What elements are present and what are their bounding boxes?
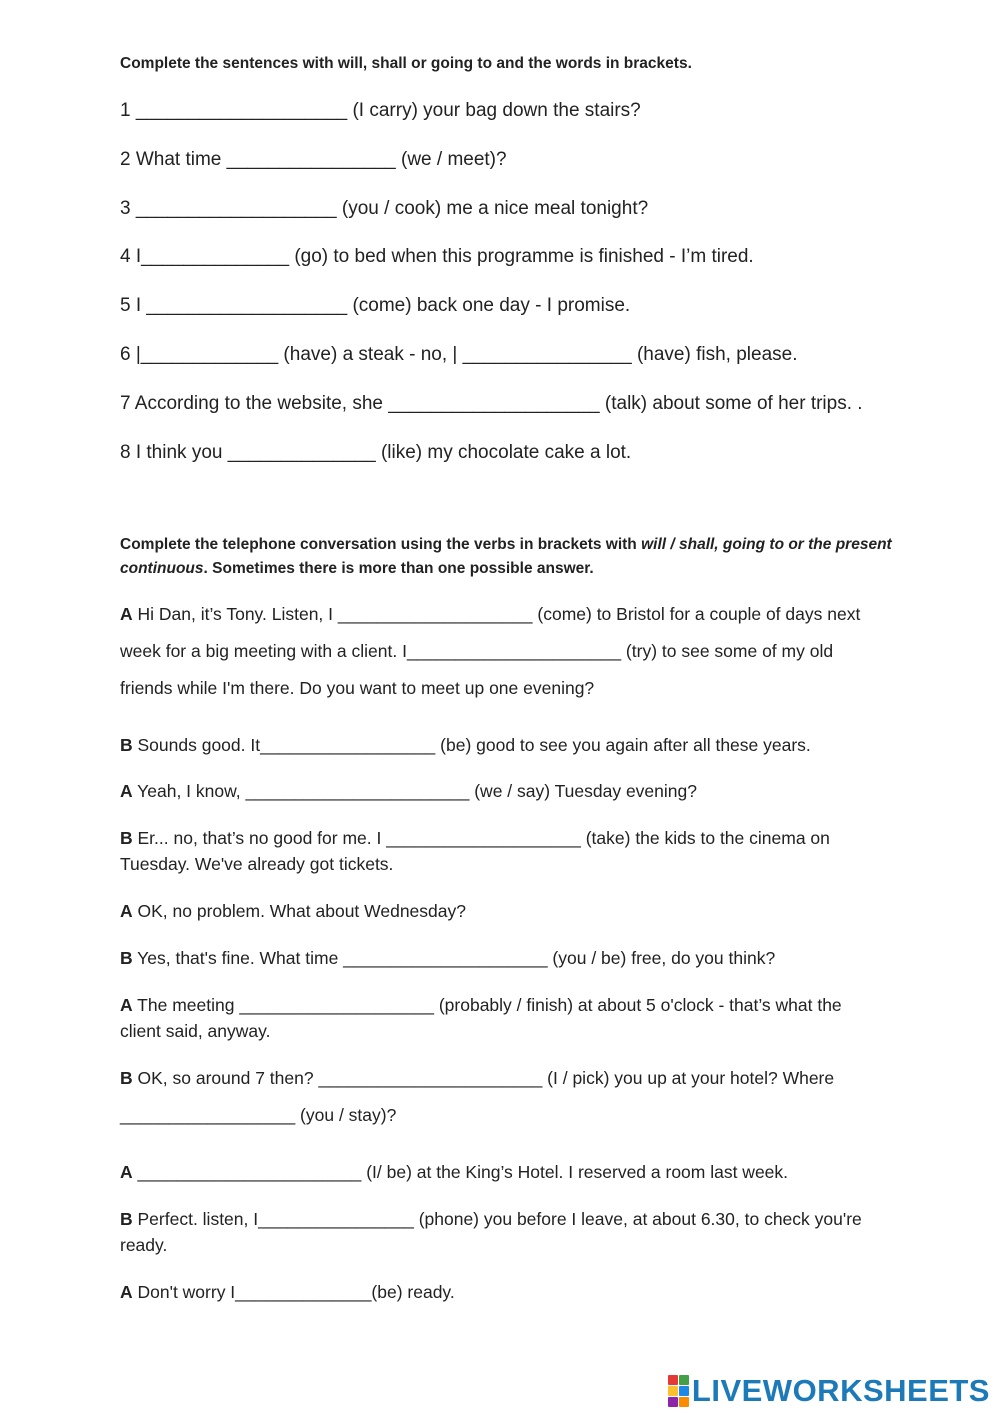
speaker-label: B [120,735,133,755]
exercise1-item-5: 5 I ___________________ (come) back one day - I promise. [120,295,631,316]
dialogue-text: Yeah, I know, _______________________ (we / say) Tuesday evening? [132,781,697,801]
dialogue-line [120,1161,788,1183]
dialogue-line [120,947,775,969]
speaker-label: B [120,948,133,968]
instruction-italic: will / shall, going to or the present continuous [120,536,892,577]
dialogue-line [120,1067,834,1089]
dialogue-text: Er... no, that’s no good for me. I ____________________ (take) the kids to the cinema on [132,828,830,848]
dialogue-line [120,603,860,625]
dialogue-line [120,640,833,662]
dialogue-text: Don't worry I______________(be) ready. [132,1282,455,1302]
speaker-label: A [120,1162,133,1182]
dialogue-line [120,780,697,802]
dialogue-text: Hi Dan, it’s Tony. Listen, I ____________________ (come) to Bristol for a couple of days next [132,604,861,624]
exercise1-item-6: 6 |_____________ (have) a steak - no, | ________________ (have) fish, please. [120,344,798,365]
dialogue-line [120,853,393,875]
dialogue-text: OK, no problem. What about Wednesday? [132,901,466,921]
dialogue-line [120,1281,455,1303]
exercise1-item-2: 2 What time ________________ (we / meet)? [120,149,507,170]
dialogue-text: Perfect. listen, I________________ (phone) you before I leave, at about 6.30, to check you're [132,1209,862,1229]
exercise1-item-4: 4 I______________ (go) to bed when this programme is finished - I’m tired. [120,246,754,267]
dialogue-text: friends while I'm there. Do you want to meet up one evening? [120,678,595,698]
dialogue-line [120,827,830,849]
exercise1-item-8: 8 I think you ______________ (like) my chocolate cake a lot. [120,442,632,463]
liveworksheets-logo[interactable] [668,1375,990,1407]
exercise1-item-3: 3 ___________________ (you / cook) me a nice meal tonight? [120,198,649,219]
logo-blocks-icon [668,1375,689,1407]
speaker-label: B [120,1209,133,1229]
dialogue-text: client said, anyway. [120,1021,271,1041]
dialogue-line [120,1104,396,1126]
speaker-label: B [120,1068,133,1088]
dialogue-text: Sounds good. It__________________ (be) good to see you again after all these years. [132,735,811,755]
speaker-label: A [120,604,133,624]
dialogue-line [120,994,842,1016]
instruction-text-2: . Sometimes there is more than one possible answer. [203,560,594,577]
speaker-label: A [120,781,133,801]
dialogue-line [120,900,466,922]
dialogue-text: Tuesday. We've already got tickets. [120,854,394,874]
dialogue-text: OK, so around 7 then? _______________________ (I / pick) you up at your hotel? Where [132,1068,835,1088]
exercise1-item-7: 7 According to the website, she ____________________ (talk) about some of her trips. . [120,393,863,414]
exercise2-instruction [120,533,940,581]
exercise1-item-1: 1 ____________________ (I carry) your bag down the stairs? [120,100,641,121]
dialogue-text: The meeting ____________________ (probably / finish) at about 5 o'clock - that’s what the [132,995,842,1015]
dialogue-text: _______________________ (I/ be) at the King’s Hotel. I reserved a room last week. [132,1162,789,1182]
speaker-label: B [120,828,133,848]
dialogue-line [120,1208,862,1230]
dialogue-text: ready. [120,1235,168,1255]
speaker-label: A [120,901,133,921]
dialogue-text: week for a big meeting with a client. I______________________ (try) to see some of my old [120,641,834,661]
dialogue-text: Yes, that's fine. What time _____________________ (you / be) free, do you think? [132,948,776,968]
dialogue-line [120,677,594,699]
dialogue-line [120,734,811,756]
speaker-label: A [120,995,133,1015]
dialogue-text: __________________ (you / stay)? [120,1105,397,1125]
dialogue-line [120,1020,270,1042]
instruction-text-1: Complete the telephone conversation using the verbs in brackets with [120,536,642,553]
dialogue-line [120,1234,167,1256]
speaker-label: A [120,1282,133,1302]
exercise1-instruction: Complete the sentences with will, shall or going to and the words in brackets. [120,55,692,72]
brand-name: LIVEWORKSHEETS [691,1373,990,1408]
